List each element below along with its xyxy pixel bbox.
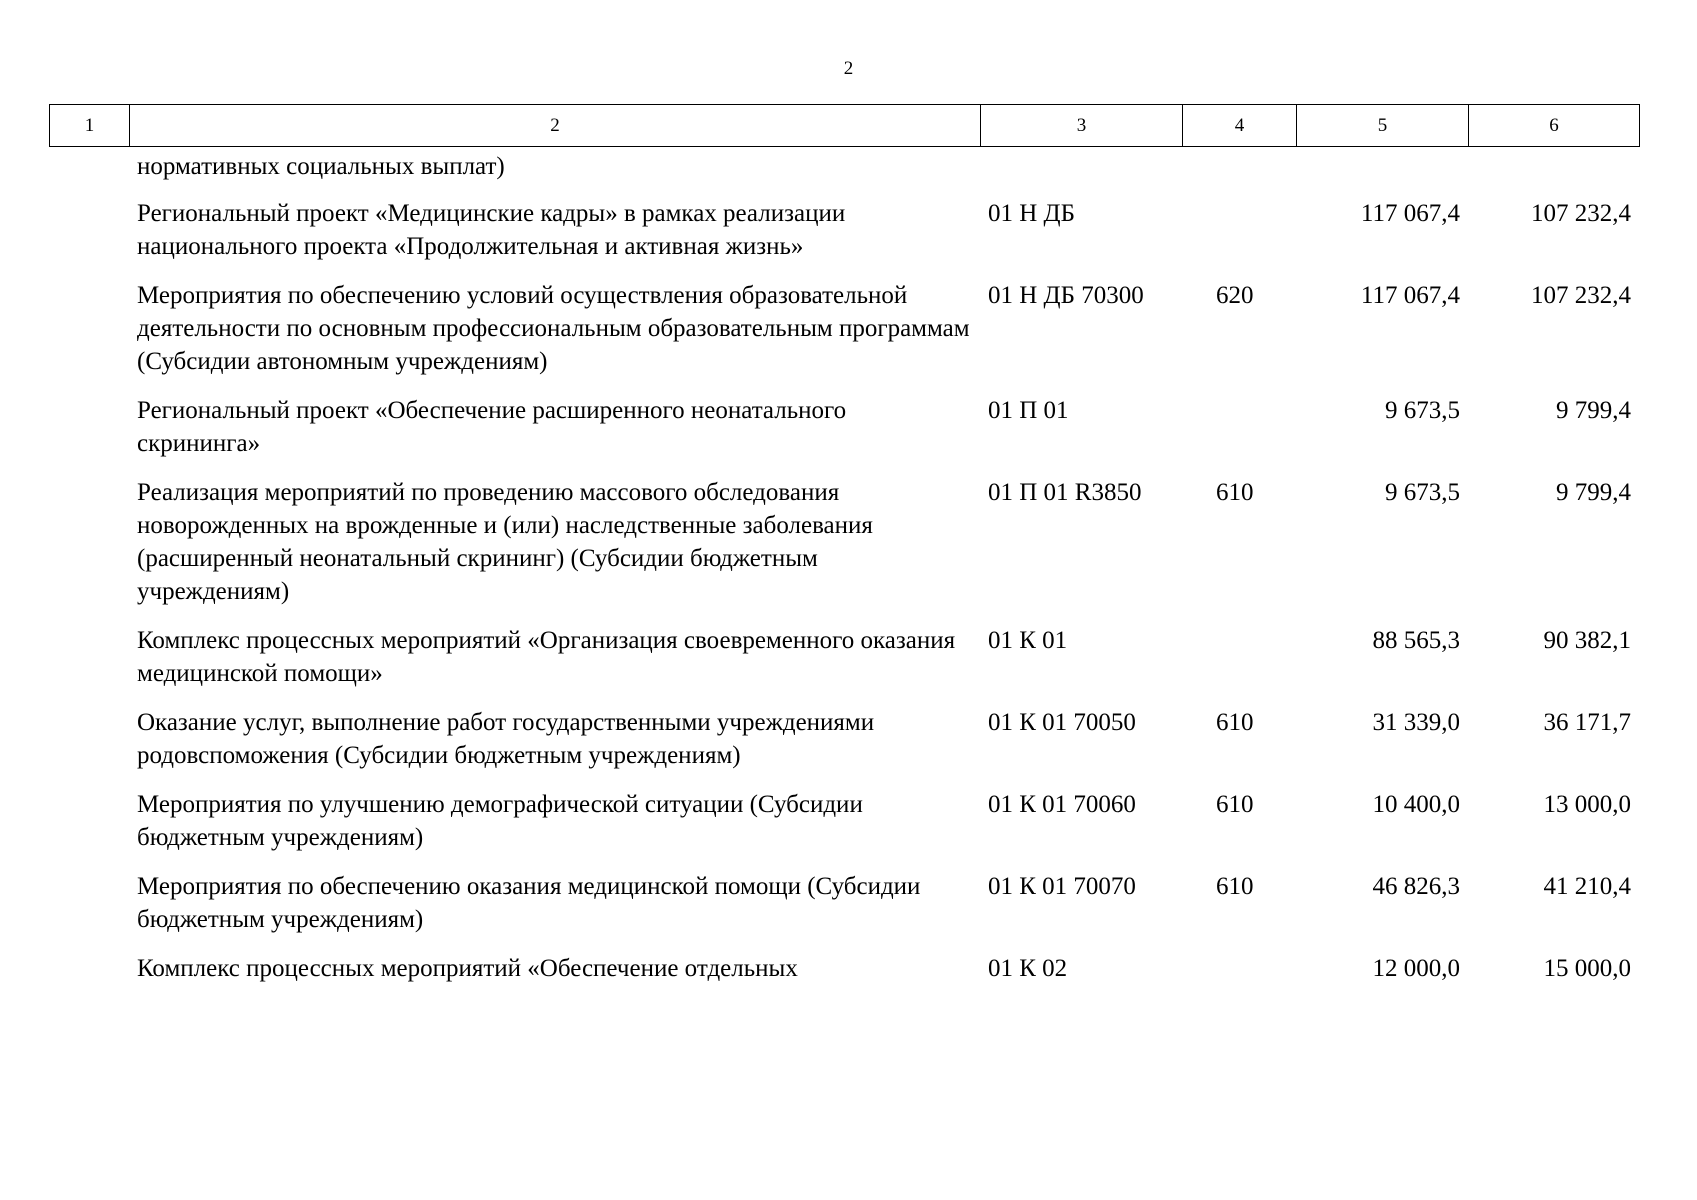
row-amount-col6 — [1468, 150, 1639, 197]
row-expense-type — [1182, 197, 1296, 279]
row-amount-col6: 13 000,0 — [1543, 791, 1631, 818]
row-name: нормативных социальных выплат) — [137, 153, 505, 180]
row-amount-col5: 117 067,4 — [1360, 200, 1460, 227]
row-amount-col6: 107 232,4 — [1531, 200, 1631, 227]
row-amount-col6: 90 382,1 — [1543, 627, 1631, 654]
table-row — [49, 394, 1639, 476]
column-header-6: 6 — [1469, 105, 1640, 147]
row-amount-col6: 9 799,4 — [1556, 397, 1631, 424]
column-header-4: 4 — [1183, 105, 1297, 147]
row-amount-col5: 12 000,0 — [1372, 955, 1460, 982]
row-amount-col5 — [1296, 150, 1468, 197]
column-header-2: 2 — [130, 105, 981, 147]
row-name: Комплекс процессных мероприятий «Организация своевременного оказания медицинской помощи» — [137, 627, 956, 687]
table-row — [49, 706, 1639, 788]
row-code: 01 К 01 — [988, 627, 1068, 654]
row-expense-type: 610 — [1216, 709, 1254, 736]
row-code: 01 К 01 70060 — [988, 791, 1136, 818]
row-code: 01 К 01 70070 — [988, 873, 1136, 900]
page-number: 2 — [843, 58, 854, 79]
table-row — [49, 952, 1639, 1001]
row-code: 01 К 01 70050 — [988, 709, 1136, 736]
row-amount-col6: 15 000,0 — [1543, 955, 1631, 982]
row-amount-col5: 88 565,3 — [1372, 627, 1460, 654]
row-name: Региональный проект «Медицинские кадры» в рамках реализации национального проекта «Продолжительная и активная жизнь» — [137, 200, 846, 260]
row-expense-type: 610 — [1216, 873, 1254, 900]
column-header-5: 5 — [1297, 105, 1469, 147]
row-code: 01 Н ДБ 70300 — [988, 282, 1144, 309]
table-row — [49, 788, 1639, 870]
row-amount-col5: 10 400,0 — [1372, 791, 1460, 818]
row-name: Мероприятия по улучшению демографической ситуации (Субсидии бюджетным учреждениям) — [137, 791, 863, 851]
row-code: 01 П 01 R3850 — [988, 479, 1142, 506]
column-header-3: 3 — [981, 105, 1183, 147]
table-row — [49, 870, 1639, 952]
table-row — [49, 624, 1639, 706]
row-name: Мероприятия по обеспечению условий осуществления образовательной деятельности по основным профессиональным образовательным программам (Субсидии автономным учреждениям) — [137, 282, 970, 375]
row-code: 01 П 01 — [988, 397, 1069, 424]
row-amount-col6: 9 799,4 — [1556, 479, 1631, 506]
row-name: Комплекс процессных мероприятий «Обеспечение отдельных — [137, 955, 798, 982]
row-expense-type — [1182, 394, 1296, 476]
column-header-row — [50, 105, 1640, 147]
table-row — [49, 279, 1639, 394]
row-expense-type: 610 — [1216, 791, 1254, 818]
row-code — [980, 150, 1182, 197]
row-amount-col6: 107 232,4 — [1531, 282, 1631, 309]
table-row — [49, 150, 1639, 197]
row-code: 01 К 02 — [988, 955, 1068, 982]
row-amount-col6: 41 210,4 — [1543, 873, 1631, 900]
row-expense-type — [1182, 150, 1296, 197]
row-expense-type — [1182, 624, 1296, 706]
row-expense-type — [1182, 952, 1296, 1001]
table-row — [49, 476, 1639, 624]
row-amount-col5: 9 673,5 — [1385, 397, 1460, 424]
row-code: 01 Н ДБ — [988, 200, 1075, 227]
column-header-1: 1 — [50, 105, 130, 147]
row-amount-col5: 117 067,4 — [1360, 282, 1460, 309]
row-amount-col5: 9 673,5 — [1385, 479, 1460, 506]
row-expense-type: 620 — [1216, 282, 1254, 309]
row-name: Региональный проект «Обеспечение расширенного неонатального скрининга» — [137, 397, 847, 457]
row-amount-col6: 36 171,7 — [1543, 709, 1631, 736]
row-amount-col5: 31 339,0 — [1372, 709, 1460, 736]
column-header-table — [49, 104, 1640, 147]
table-row — [49, 197, 1639, 279]
row-name: Оказание услуг, выполнение работ государственными учреждениями родовспоможения (Субсидии бюджетным учреждениям) — [137, 709, 875, 769]
budget-table — [49, 150, 1639, 1001]
row-name: Реализация мероприятий по проведению массового обследования новорожденных на врожденные и (или) наследственные заболевания (расширенный неонатальный скрининг) (Субсидии бюджетным учреждениям) — [137, 479, 873, 605]
row-name: Мероприятия по обеспечению оказания медицинской помощи (Субсидии бюджетным учреждениям) — [137, 873, 921, 933]
row-expense-type: 610 — [1216, 479, 1254, 506]
row-amount-col5: 46 826,3 — [1372, 873, 1460, 900]
